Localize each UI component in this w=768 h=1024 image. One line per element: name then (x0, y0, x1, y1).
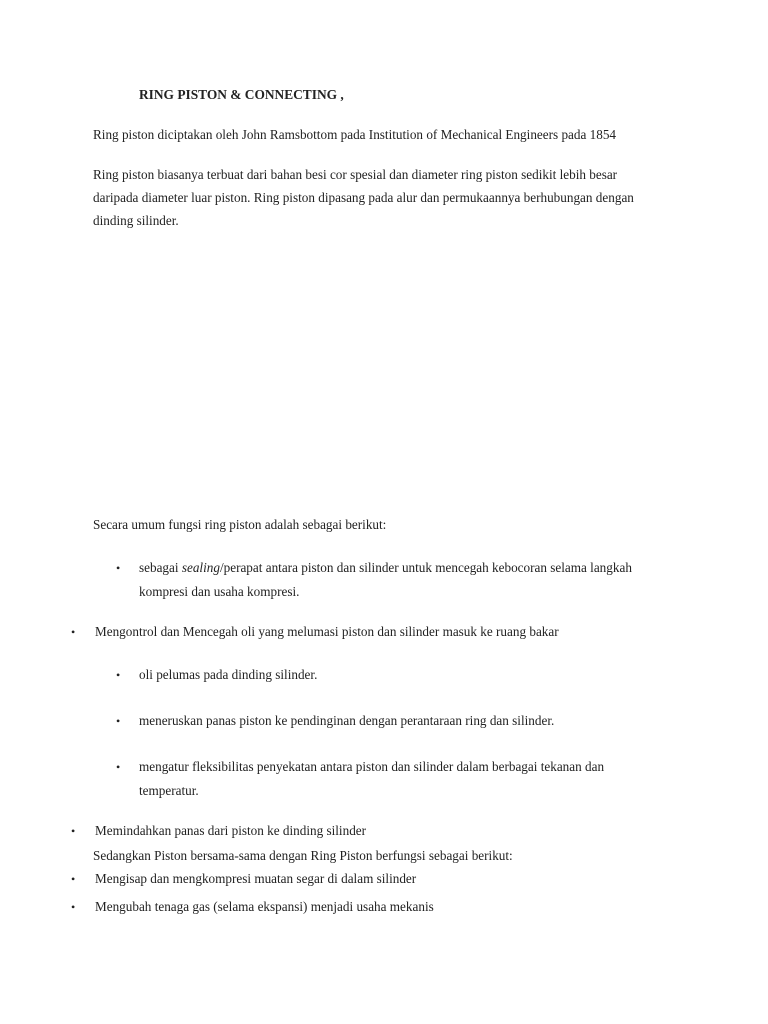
page-title: RING PISTON & CONNECTING , (139, 87, 344, 102)
bullet-icon: • (116, 668, 121, 682)
list-item-intake-compression: Mengisap dan mengkompresi muatan segar di dalam silinder (95, 871, 417, 886)
list-item-oil-control: Mengontrol dan Mencegah oli yang melumasi piston dan silinder masuk ke ruang bakar (95, 624, 559, 639)
paragraph-functions-intro: Secara umum fungsi ring piston adalah sebagai berikut: (93, 517, 387, 532)
bullet-icon: • (116, 760, 121, 774)
paragraph-piston-functions-intro: Sedangkan Piston bersama-sama dengan Ring Piston berfungsi sebagai berikut: (93, 848, 513, 863)
list-item-text: sebagai (139, 560, 182, 575)
list-item-heat-transfer: meneruskan panas piston ke pendinginan dengan perantaraan ring dan silinder. (139, 713, 555, 728)
bullet-icon: • (116, 561, 121, 575)
list-item-text: /perapat antara piston dan silinder untuk mencegah kebocoran selama langkah (219, 560, 632, 575)
paragraph-history: Ring piston diciptakan oleh John Ramsbottom pada Institution of Mechanical Engineers pada 1854 (93, 127, 617, 142)
list-item-gas-to-work: Mengubah tenaga gas (selama ekspansi) menjadi usaha mekanis (95, 899, 434, 914)
list-item-lubricant: oli pelumas pada dinding silinder. (139, 667, 318, 682)
list-item-flexibility: mengatur fleksibilitas penyekatan antara piston dan silinder dalam berbagai tekanan dan (139, 759, 605, 774)
paragraph-material-line-1: Ring piston biasanya terbuat dari bahan besi cor spesial dan diameter ring piston sedikit lebih besar (93, 167, 618, 182)
bullet-icon: • (71, 824, 76, 838)
bullet-icon: • (71, 625, 76, 639)
list-item-heat-removal: Memindahkan panas dari piston ke dinding silinder (95, 823, 367, 838)
list-item-sealing (139, 560, 632, 576)
bullet-icon: • (71, 900, 76, 914)
bullet-icon: • (71, 872, 76, 886)
paragraph-material-line-2: daripada diameter luar piston. Ring piston dipasang pada alur dan permukaannya berhubungan dengan (93, 190, 634, 205)
list-item-italic-text: sealing (181, 560, 220, 575)
blank-image-area (93, 250, 673, 500)
list-item-flexibility-line-2: temperatur. (139, 783, 199, 798)
paragraph-material-line-3: dinding silinder. (93, 213, 179, 228)
bullet-icon: • (116, 714, 121, 728)
list-item-sealing-line-2: kompresi dan usaha kompresi. (139, 584, 300, 599)
